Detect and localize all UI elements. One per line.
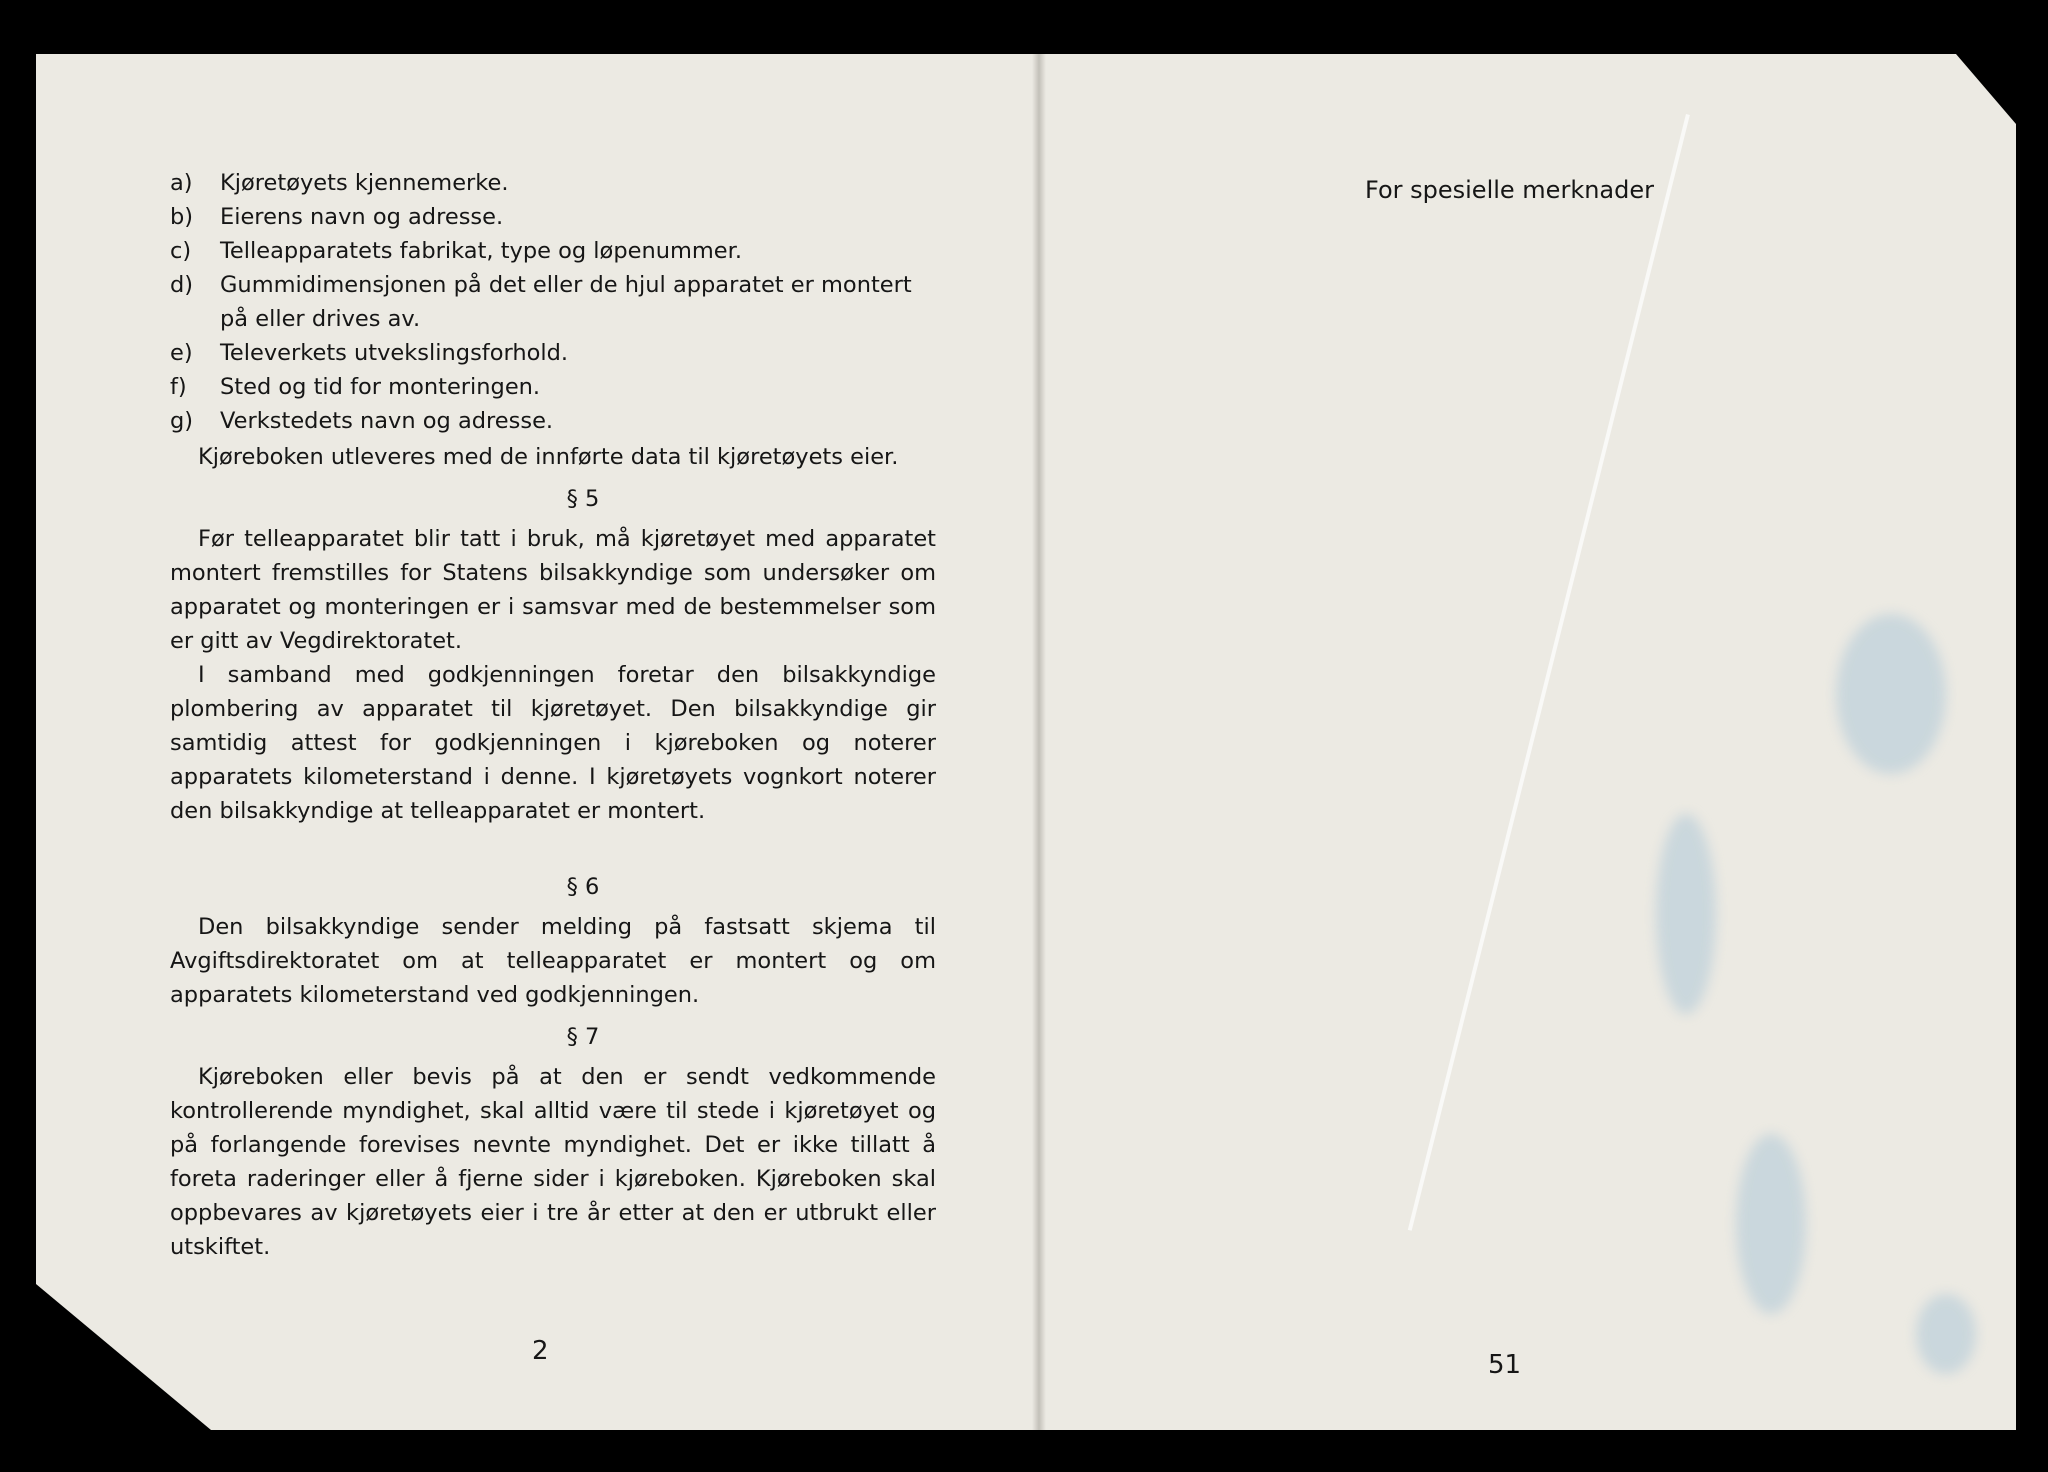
list-item <box>170 370 936 404</box>
list-item <box>170 336 936 370</box>
item-list <box>170 166 936 438</box>
list-item <box>170 268 936 336</box>
list-text: Gummidimensjonen på det eller de hjul apparatet er montert på eller drives av. <box>220 272 912 332</box>
list-letter: f) <box>170 374 187 400</box>
water-stain <box>1736 1134 1806 1314</box>
water-stain <box>1916 1294 1976 1374</box>
section-7-heading: § 7 <box>566 1024 600 1050</box>
list-text: Telleapparatets fabrikat, type og løpenummer. <box>220 238 742 264</box>
list-text: Verkstedets navn og adresse. <box>220 408 554 434</box>
list-text: Kjøretøyets kjennemerke. <box>220 170 509 196</box>
left-page-number: 2 <box>532 1336 549 1366</box>
section-6-paragraph: Den bilsakkyndige sender melding på fastsatt skjema til Avgiftsdirektoratet om at telleapparatet er montert og om apparatets kilometerstand ved godkjenningen. <box>170 914 936 1008</box>
list-item <box>170 234 936 268</box>
list-letter: d) <box>170 272 194 298</box>
water-stain <box>1836 614 1946 774</box>
list-letter: g) <box>170 408 194 434</box>
list-item <box>170 404 936 438</box>
right-page-title: For spesielle merknader <box>1365 176 1654 204</box>
list-text: Sted og tid for monteringen. <box>220 374 541 400</box>
section-7-paragraph: Kjøreboken eller bevis på at den er sendt vedkommende kontrollerende myndighet, skal alltid være til stede i kjøretøyet og på forlangende forevises nevnte myndighet. Det er ikke tillatt å foreta raderinger eller å fjerne sider i kjøreboken. Kjøreboken skal oppbevares av kjøretøyets eier i tre år etter at den er utbrukt eller utskiftet. <box>170 1064 936 1260</box>
paper-crease <box>1408 114 1690 1231</box>
section-5-paragraph: I samband med godkjenningen foretar den bilsakkyndige plombering av apparatet til kjøretøyet. Den bilsakkyndige gir samtidig attest for godkjenningen i kjøreboken og noterer apparatets kilometerstand i denne. I kjøretøyets vognkort noterer den bilsakkyndige at telleapparatet er montert. <box>170 662 936 824</box>
section-5-paragraph: Før telleapparatet blir tatt i bruk, må kjøretøyet med apparatet montert fremstilles for Statens bilsakkyndige som undersøker om apparatet og monteringen er i samsvar med de bestemmelser som er gitt av Vegdirektoratet. <box>170 526 936 654</box>
list-letter: a) <box>170 170 193 196</box>
right-page-number: 51 <box>1488 1350 1522 1380</box>
water-stain <box>1656 814 1716 1014</box>
list-letter: b) <box>170 204 194 230</box>
center-fold <box>1032 54 1046 1430</box>
section-5-heading: § 5 <box>566 486 600 512</box>
list-item <box>170 166 936 200</box>
section-6-heading: § 6 <box>566 874 600 900</box>
list-letter: e) <box>170 340 193 366</box>
left-page <box>170 166 936 1264</box>
list-item <box>170 200 936 234</box>
list-letter: c) <box>170 238 192 264</box>
list-text: Eierens navn og adresse. <box>220 204 504 230</box>
after-list-paragraph: Kjøreboken utleveres med de innførte data til kjøretøyets eier. <box>198 444 899 470</box>
list-text: Televerkets utvekslingsforhold. <box>220 340 569 366</box>
